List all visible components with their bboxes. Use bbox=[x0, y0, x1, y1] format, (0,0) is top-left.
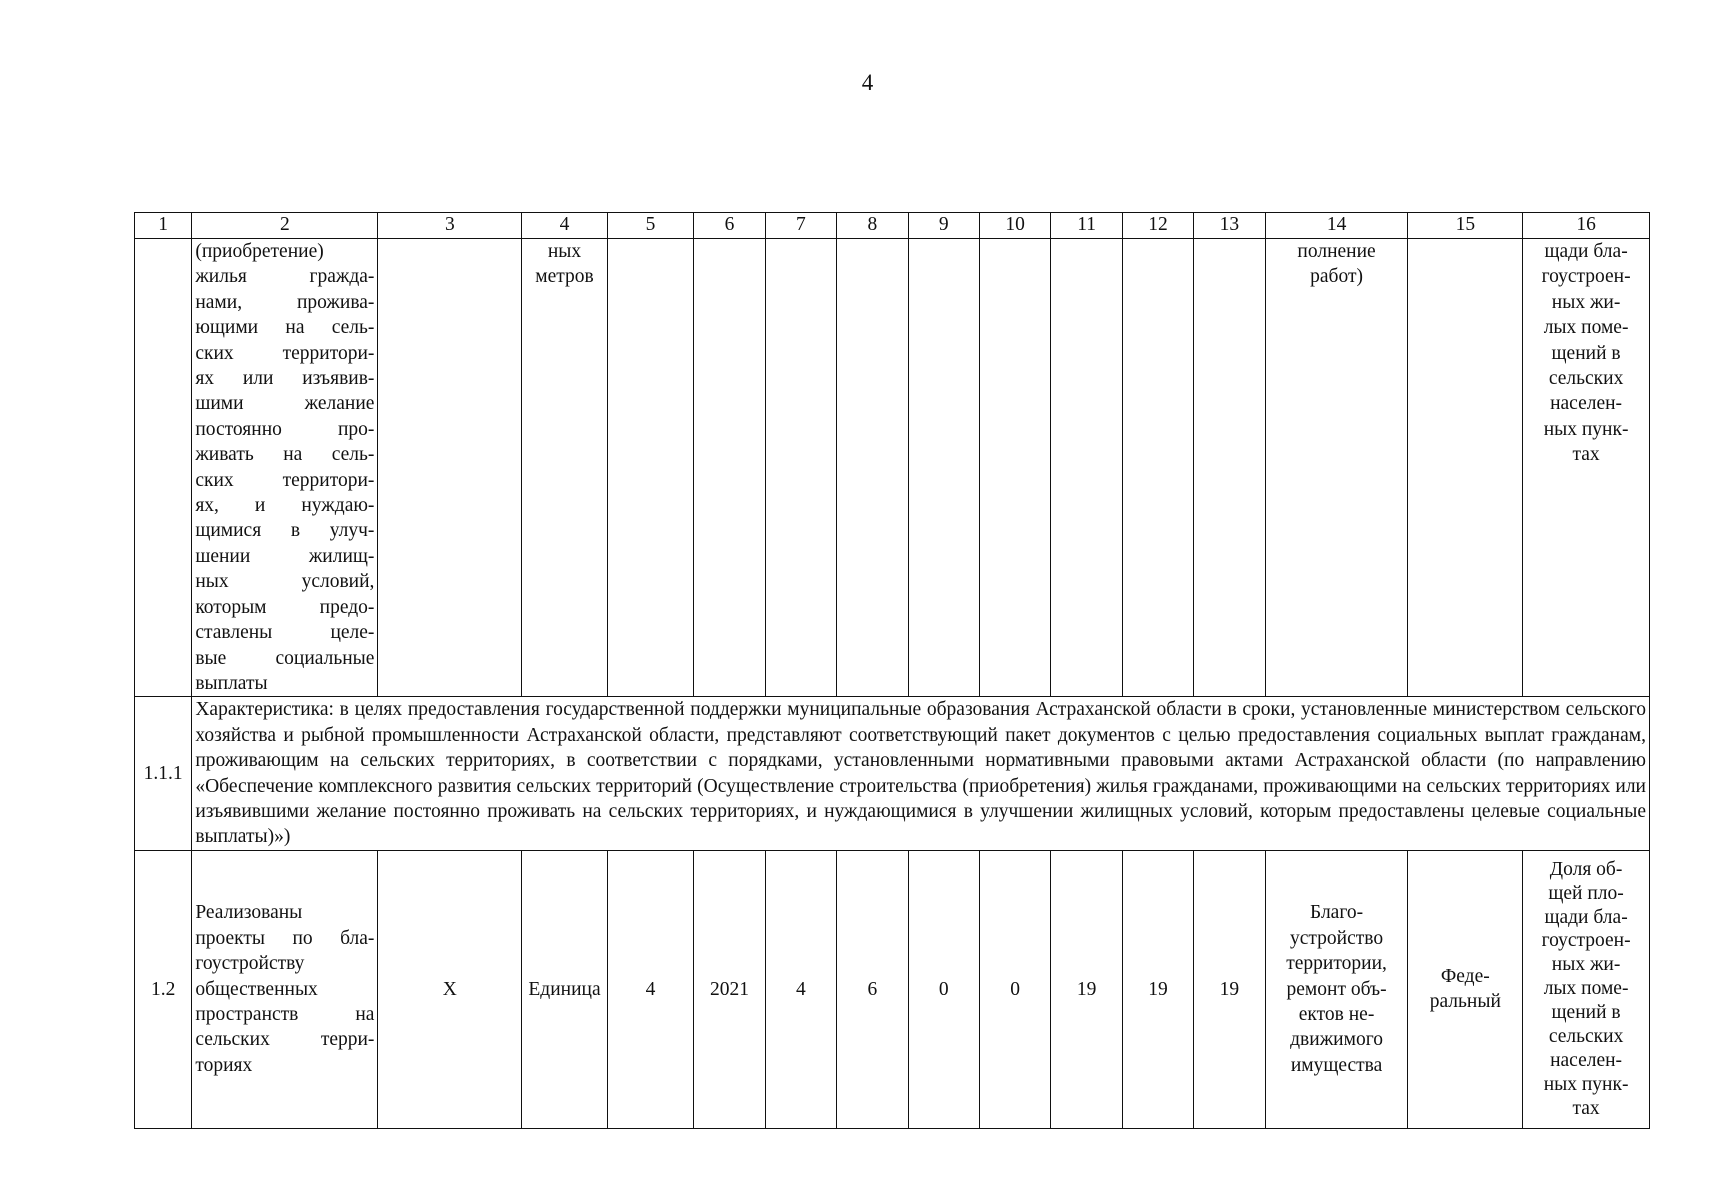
text-line: ремонт объ- bbox=[1286, 978, 1387, 1000]
text-line: работ) bbox=[1310, 266, 1363, 288]
table-cell: Х bbox=[378, 850, 522, 1128]
text-line: имущества bbox=[1290, 1054, 1383, 1076]
header-cell: 13 bbox=[1194, 213, 1265, 239]
row-number-cell: 1.1.1 bbox=[135, 697, 192, 850]
text-line: населен- bbox=[1550, 1050, 1623, 1072]
value-cell: 19 bbox=[1194, 850, 1265, 1128]
text-line: населен- bbox=[1550, 393, 1623, 415]
text-line: общественных bbox=[195, 978, 318, 1000]
table-row-continued bbox=[135, 239, 1650, 697]
text-line: ских территори- bbox=[195, 342, 375, 364]
indicator-cell bbox=[1523, 850, 1650, 1128]
unit-cell bbox=[522, 239, 608, 697]
text-line: сельских bbox=[1548, 1026, 1624, 1048]
value-cell: 4 bbox=[607, 850, 694, 1128]
header-cell: 14 bbox=[1265, 213, 1408, 239]
table-cell bbox=[607, 239, 694, 697]
table-cell bbox=[908, 239, 979, 697]
text-line: щимися в улуч- bbox=[195, 520, 375, 542]
text-line: ториях bbox=[195, 1054, 253, 1076]
table-cell bbox=[135, 239, 192, 697]
header-cell: 5 bbox=[607, 213, 694, 239]
value-cell: 0 bbox=[979, 850, 1050, 1128]
text-line: щади бла- bbox=[1544, 241, 1628, 262]
text-line: ях или изъявив- bbox=[195, 368, 375, 390]
table-row-1-2 bbox=[135, 850, 1650, 1128]
text-line: ных жи- bbox=[1551, 954, 1621, 976]
text-line: ных условий, bbox=[195, 571, 375, 593]
unit-cell: Единица bbox=[522, 850, 608, 1128]
text-line: метров bbox=[535, 266, 594, 288]
text-line: Доля об- bbox=[1549, 858, 1623, 880]
row-number-cell: 1.2 bbox=[135, 850, 192, 1128]
text-line: шении жилищ- bbox=[195, 545, 375, 567]
text-line: территории, bbox=[1286, 953, 1387, 975]
header-cell: 12 bbox=[1122, 213, 1193, 239]
characteristic-text-cell: Характеристика: в целях предоставления государственной поддержки муниципальные образования Астраханской области в сроки, установленные министерством сельского хозяйства и рыбной промышленности Астраханской области, представляют соответствующий пакет документов с целью предоставления социальных выплат гражданам, проживающим на сельских территориях, в соответствии с порядками, установленными нормативными правовыми актами Астраханской области (по направлению «Обеспечение комплексного развития сельских территорий (Осуществление строительства (приобретения) жилья гражданами, проживающими на сельских территориях или изъявившими желание постоянно проживать на сельских территориях, и нуждающимися в улучшении жилищных условий, которым предоставлены целевые социальные выплаты)») bbox=[192, 697, 1650, 850]
budget-level-cell bbox=[1408, 850, 1523, 1128]
text-line: сельских bbox=[1548, 368, 1624, 390]
text-line: Благо- bbox=[1310, 902, 1364, 924]
text-line: тах bbox=[1572, 444, 1600, 466]
header-cell: 3 bbox=[378, 213, 522, 239]
text-line: гоустроен- bbox=[1541, 930, 1631, 952]
text-line: гоустроен- bbox=[1541, 266, 1631, 288]
table-cell bbox=[378, 239, 522, 697]
text-line: Реализованы bbox=[195, 902, 303, 924]
table-row-characteristic bbox=[135, 697, 1650, 850]
header-cell: 16 bbox=[1523, 213, 1650, 239]
header-cell: 7 bbox=[765, 213, 836, 239]
text-line: щений в bbox=[1551, 1002, 1621, 1024]
header-cell: 4 bbox=[522, 213, 608, 239]
text-line: щади бла- bbox=[1544, 906, 1628, 928]
text-line: живать на сель- bbox=[195, 444, 375, 466]
text-line: ных жи- bbox=[1551, 291, 1621, 313]
text-line: ных bbox=[547, 241, 582, 262]
text-line: (приобретение) bbox=[195, 241, 324, 262]
text-line: ральный bbox=[1429, 991, 1501, 1013]
work-type-cell bbox=[1265, 850, 1408, 1128]
indicator-name-cell bbox=[192, 850, 378, 1128]
column-number-row bbox=[135, 213, 1650, 239]
text-line: которым предо- bbox=[195, 596, 375, 618]
header-cell: 10 bbox=[979, 213, 1050, 239]
text-line: Феде- bbox=[1440, 965, 1490, 987]
text-line: проекты по бла- bbox=[195, 927, 375, 949]
text-line: пространств на bbox=[195, 1003, 375, 1025]
value-cell: 0 bbox=[908, 850, 979, 1128]
text-line: нами, прожива- bbox=[195, 291, 375, 313]
header-cell: 6 bbox=[694, 213, 765, 239]
header-cell: 1 bbox=[135, 213, 192, 239]
table-cell bbox=[837, 239, 908, 697]
text-line: лых поме- bbox=[1543, 978, 1629, 1000]
text-line: тах bbox=[1572, 1097, 1600, 1119]
header-cell: 11 bbox=[1051, 213, 1122, 239]
value-cell: 19 bbox=[1122, 850, 1193, 1128]
table-cell bbox=[1122, 239, 1193, 697]
table-cell bbox=[694, 239, 765, 697]
table-cell bbox=[765, 239, 836, 697]
text-line: вые социальные bbox=[195, 647, 375, 669]
value-cell: 6 bbox=[837, 850, 908, 1128]
table-cell bbox=[1194, 239, 1265, 697]
text-line: выплаты bbox=[195, 672, 268, 694]
text-line: щей пло- bbox=[1548, 882, 1624, 904]
text-line: ставлены целе- bbox=[195, 622, 375, 644]
work-type-cell bbox=[1265, 239, 1408, 697]
value-cell: 19 bbox=[1051, 850, 1122, 1128]
table-cell bbox=[1408, 239, 1523, 697]
text-line: ектов не- bbox=[1298, 1003, 1375, 1025]
text-line: ских территори- bbox=[195, 469, 375, 491]
indicator-cell bbox=[1523, 239, 1650, 697]
table-cell bbox=[1051, 239, 1122, 697]
indicator-name-cell bbox=[192, 239, 378, 697]
text-line: постоянно про- bbox=[195, 418, 375, 440]
text-line: ях, и нуждаю- bbox=[195, 495, 375, 517]
value-cell: 4 bbox=[765, 850, 836, 1128]
text-line: полнение bbox=[1297, 241, 1376, 262]
header-cell: 2 bbox=[192, 213, 378, 239]
header-cell: 15 bbox=[1408, 213, 1523, 239]
header-cell: 8 bbox=[837, 213, 908, 239]
program-table bbox=[134, 212, 1650, 1129]
text-line: сельских терри- bbox=[195, 1029, 375, 1051]
header-cell: 9 bbox=[908, 213, 979, 239]
text-line: ных пунк- bbox=[1543, 418, 1629, 440]
text-line: ных пунк- bbox=[1543, 1073, 1629, 1095]
text-line: ющими на сель- bbox=[195, 317, 375, 339]
text-line: щений в bbox=[1551, 342, 1621, 364]
table-cell bbox=[979, 239, 1050, 697]
text-line: гоустройству bbox=[195, 953, 305, 975]
text-line: жилья граждa- bbox=[195, 266, 375, 288]
text-line: шими желание bbox=[195, 393, 375, 415]
text-line: устройство bbox=[1290, 927, 1384, 949]
year-cell: 2021 bbox=[694, 850, 765, 1128]
text-line: движимого bbox=[1290, 1029, 1383, 1051]
page-number: 4 bbox=[861, 70, 874, 95]
text-line: лых поме- bbox=[1543, 317, 1629, 339]
